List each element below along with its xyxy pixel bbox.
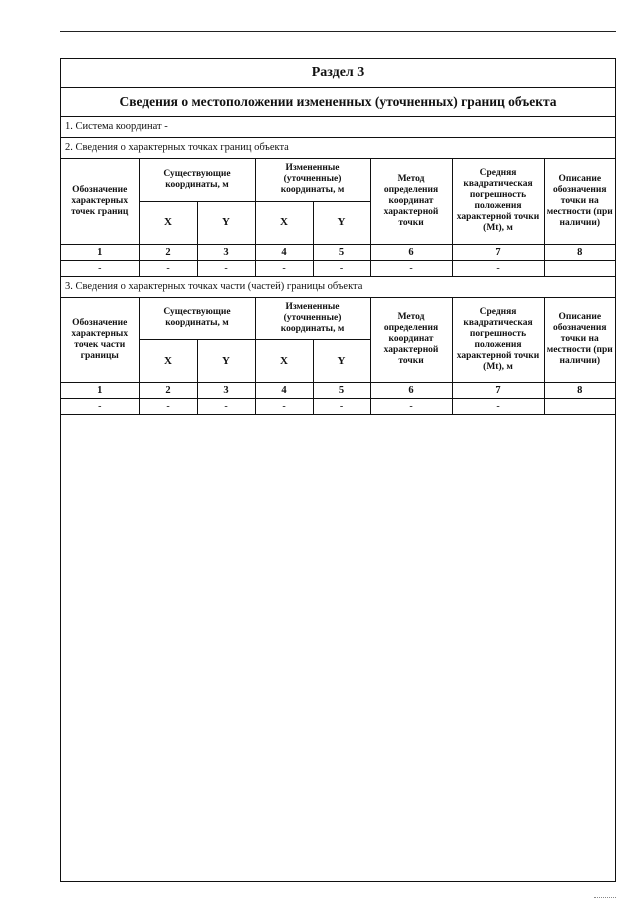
part2-col-number: 1 (61, 244, 139, 260)
part3-col-number: 2 (139, 383, 197, 399)
part2-cell: - (139, 260, 197, 276)
part3-cell: - (255, 399, 313, 415)
part3-header-y-changed: Y (313, 340, 370, 383)
document-frame (60, 58, 616, 882)
part3-cell: - (197, 399, 255, 415)
part2-col-number: 2 (139, 244, 197, 260)
part3-col-number: 4 (255, 383, 313, 399)
top-rule (60, 31, 616, 32)
part2-header-y-changed: Y (313, 201, 370, 244)
part2-col-number: 5 (313, 244, 370, 260)
part2-table-wrap (61, 159, 615, 277)
part2-cell: - (197, 260, 255, 276)
corner-mark (594, 897, 616, 898)
part3-cell: - (61, 399, 139, 415)
part2-cell (544, 260, 615, 276)
part3-table (61, 298, 615, 415)
part3-title: 3. Сведения о характерных точках части (частей) границы объекта (61, 277, 615, 298)
part3-col-number: 7 (452, 383, 544, 399)
document-title: Сведения о местоположении измененных (уточненных) границ объекта (61, 88, 615, 117)
part2-title: 2. Сведения о характерных точках границ объекта (61, 138, 615, 159)
part2-header-y-existing: Y (197, 201, 255, 244)
part3-header-x-changed: X (255, 340, 313, 383)
part3-cell: - (139, 399, 197, 415)
part2-header-method: Метод определения координат характерной точки (370, 159, 452, 244)
part2-header-existing: Существующие координаты, м (139, 159, 255, 201)
part2-header-changed: Измененные (уточненные) координаты, м (255, 159, 370, 201)
part2-table (61, 159, 615, 276)
part2-header-point: Обозначение характерных точек границ (61, 159, 139, 244)
part2-header-error: Средняя квадратическая погрешность положения характерной точки (Mt), м (452, 159, 544, 244)
coordinate-system: 1. Система координат - (61, 117, 615, 138)
section-title: Раздел 3 (61, 59, 615, 88)
part2-header-x-existing: X (139, 201, 197, 244)
part3-cell: - (370, 399, 452, 415)
part3-header-method: Метод определения координат характерной точки (370, 298, 452, 383)
part2-header-description: Описание обозначения точки на местности (при наличии) (544, 159, 615, 244)
part2-col-number: 7 (452, 244, 544, 260)
part2-cell: - (313, 260, 370, 276)
part3-cell: - (313, 399, 370, 415)
part3-col-number: 6 (370, 383, 452, 399)
part3-col-number: 1 (61, 383, 139, 399)
part2-cell: - (61, 260, 139, 276)
part3-table-wrap (61, 298, 615, 416)
part2-col-number: 4 (255, 244, 313, 260)
part2-col-number: 8 (544, 244, 615, 260)
part3-col-number: 8 (544, 383, 615, 399)
part3-header-description: Описание обозначения точки на местности (при наличии) (544, 298, 615, 383)
part2-header-x-changed: X (255, 201, 313, 244)
part2-cell: - (255, 260, 313, 276)
part3-header-existing: Существующие координаты, м (139, 298, 255, 340)
part3-header-x-existing: X (139, 340, 197, 383)
part2-cell: - (452, 260, 544, 276)
part3-col-number: 5 (313, 383, 370, 399)
part3-header-changed: Измененные (уточненные) координаты, м (255, 298, 370, 340)
part2-col-number: 6 (370, 244, 452, 260)
part2-cell: - (370, 260, 452, 276)
part3-cell: - (452, 399, 544, 415)
part3-header-error: Средняя квадратическая погрешность положения характерной точки (Mt), м (452, 298, 544, 383)
part3-col-number: 3 (197, 383, 255, 399)
part3-cell (544, 399, 615, 415)
part3-header-y-existing: Y (197, 340, 255, 383)
part2-col-number: 3 (197, 244, 255, 260)
part3-header-point: Обозначение характерных точек части границы (61, 298, 139, 383)
